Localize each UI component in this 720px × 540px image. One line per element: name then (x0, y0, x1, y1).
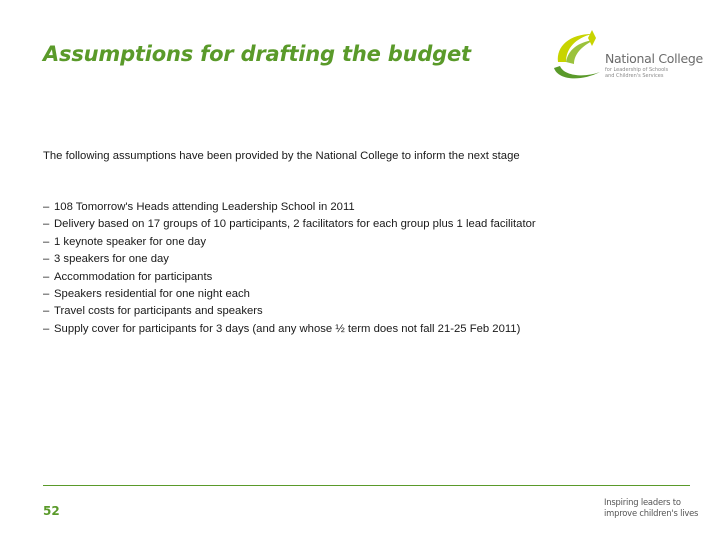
footer-divider (43, 485, 690, 486)
dash-marker: – (43, 218, 50, 231)
dash-marker: – (43, 235, 50, 248)
list-item (43, 216, 536, 233)
slide-title: Assumptions for drafting the budget (43, 42, 471, 66)
intro-text: The following assumptions have been provided by the National College to inform the next stage (43, 150, 520, 162)
footer-tagline (604, 497, 698, 519)
logo-subtitle: for Leadership of Schools and Children's Services (605, 67, 669, 79)
dash-marker: – (43, 288, 50, 301)
dash-marker: – (43, 270, 50, 283)
list-item (43, 303, 536, 320)
dash-marker: – (43, 305, 50, 318)
page-number: 52 (43, 504, 60, 518)
list-item (43, 286, 536, 303)
dash-marker: – (43, 201, 50, 213)
national-college-logo (548, 28, 703, 84)
list-item-text: 3 speakers for one day (54, 253, 169, 266)
tagline-line-1: Inspiring leaders to (604, 497, 681, 507)
list-item-text: Delivery based on 17 groups of 10 participants, 2 facilitators for each group plus 1 lead facilitator (54, 218, 536, 231)
list-item-text: 108 Tomorrow's Heads attending Leadership School in 2011 (54, 201, 355, 213)
list-item-text: Travel costs for participants and speakers (54, 305, 263, 318)
list-item (43, 251, 536, 268)
logo-name: National College (605, 51, 703, 66)
list-item-text: Speakers residential for one night each (54, 288, 250, 301)
assumption-list (43, 199, 536, 338)
swoosh-icon (548, 28, 608, 84)
list-item (43, 199, 536, 216)
list-item (43, 321, 536, 338)
list-item (43, 269, 536, 286)
tagline-line-2: improve children's lives (604, 508, 699, 518)
dash-marker: – (43, 253, 50, 266)
list-item (43, 234, 536, 251)
list-item-text: Accommodation for participants (54, 270, 213, 283)
list-item-text: Supply cover for participants for 3 days (and any whose ½ term does not fall 21-25 Feb 2011) (54, 322, 521, 335)
dash-marker: – (43, 322, 50, 335)
list-item-text: 1 keynote speaker for one day (54, 235, 206, 248)
